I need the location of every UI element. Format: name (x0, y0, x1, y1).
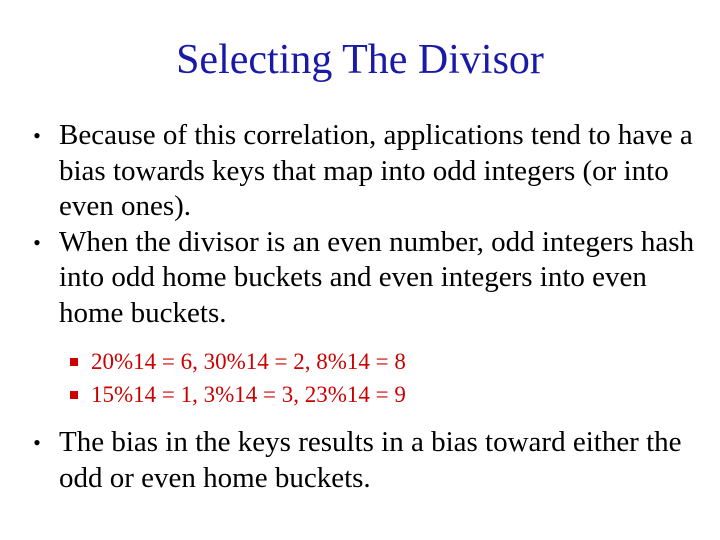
sub-bullet-item (28, 345, 700, 378)
sub-bullet-text: 20%14 = 6, 30%14 = 2, 8%14 = 8 (91, 349, 406, 374)
bullet-dot-icon: • (33, 229, 41, 255)
sub-bullet-text: 15%14 = 1, 3%14 = 3, 23%14 = 9 (91, 382, 406, 407)
bullet-item (28, 118, 700, 225)
square-bullet-icon (70, 391, 78, 399)
slide-body (28, 118, 700, 496)
slide-title: Selecting The Divisor (176, 37, 544, 83)
square-bullet-icon (70, 358, 78, 366)
sub-bullet-list (28, 345, 700, 411)
bullet-item (28, 225, 700, 332)
bullet-text: When the divisor is an even number, odd integers hash into odd home buckets and even integers into even home buckets. (59, 225, 695, 329)
bullet-dot-icon: • (33, 430, 41, 455)
bullet-text: Because of this correlation, applications tend to have a bias towards keys that map into odd integers (or into even ones). (59, 119, 693, 222)
bullet-dot-icon: • (33, 123, 41, 148)
bullet-text: The bias in the keys results in a bias toward either the odd or even home buckets. (59, 426, 682, 494)
sub-bullet-item (28, 378, 700, 411)
bullet-item (28, 425, 700, 496)
